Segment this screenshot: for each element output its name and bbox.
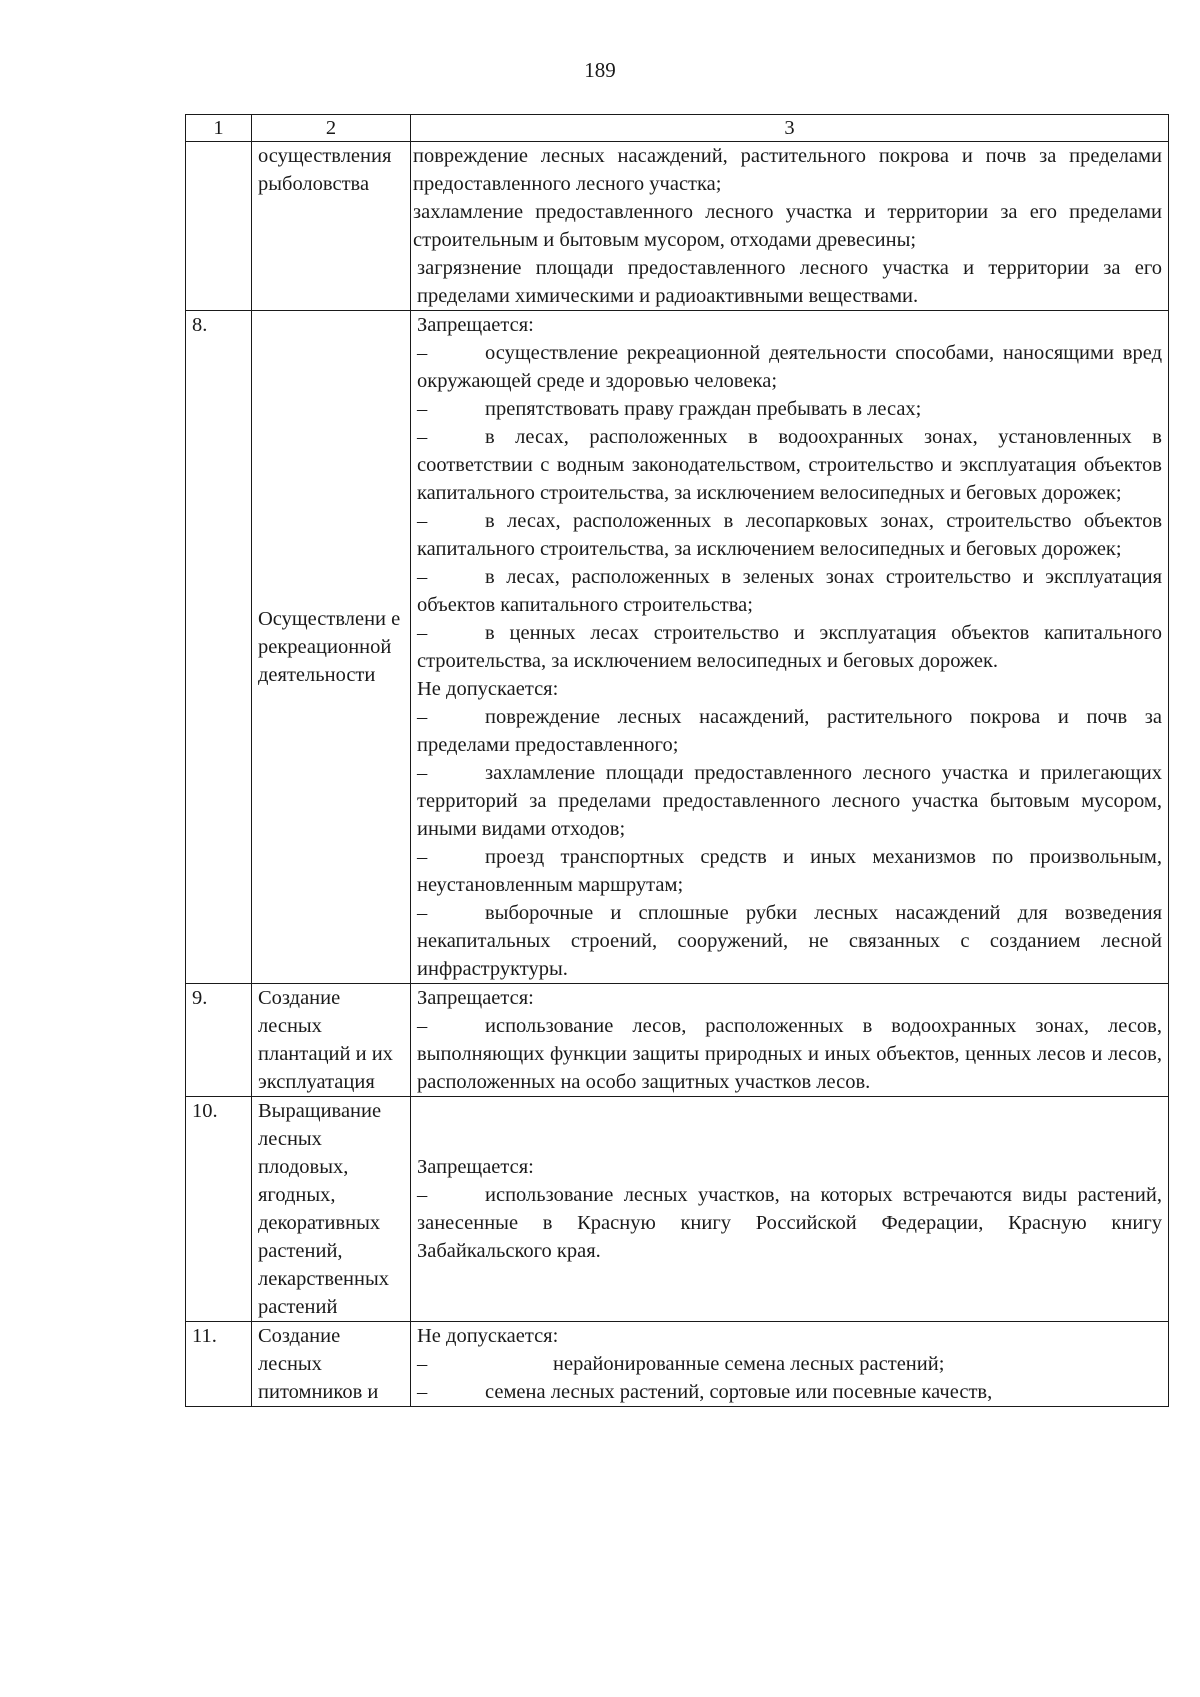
table-row bbox=[186, 1322, 1169, 1407]
row-number bbox=[186, 142, 252, 311]
restriction-text: использование лесных участков, на которых встречаются виды растений, занесенные в Красную книгу Российской Федерации, Красную книгу Забайкальского края. bbox=[417, 1184, 1162, 1262]
dash-marker: – bbox=[417, 566, 428, 588]
restrictions-cell bbox=[411, 1097, 1169, 1322]
restriction-item bbox=[417, 563, 1162, 619]
dash-marker: – bbox=[417, 846, 428, 868]
restriction-text: загрязнение площади предоставленного лесного участка и территории за его пределами химическими и радиоактивными веществами. bbox=[417, 257, 1162, 307]
restriction-item bbox=[417, 899, 1162, 983]
dash-marker: – bbox=[417, 510, 428, 532]
header-col-1: 1 bbox=[186, 115, 252, 142]
table-row bbox=[186, 984, 1169, 1097]
dash-marker: – bbox=[417, 398, 428, 420]
restrictions-cell bbox=[411, 142, 1169, 311]
restriction-text: в ценных лесах строительство и эксплуатация объектов капитального строительства, за исключением велосипедных и беговых дорожек. bbox=[417, 622, 1162, 672]
restriction-item bbox=[417, 619, 1162, 675]
restriction-item bbox=[417, 703, 1162, 759]
restriction-item bbox=[417, 843, 1162, 899]
restriction-text: захламление предоставленного лесного участка и территории за его пределами строительным и бытовым мусором, отходами древесины; bbox=[413, 201, 1162, 251]
restriction-item bbox=[417, 395, 1162, 423]
activity-name: осуществления рыболовства bbox=[252, 142, 411, 311]
section-heading: Запрещается: bbox=[417, 987, 534, 1009]
activity-name: Осуществлени е рекреационной деятельности bbox=[252, 311, 411, 984]
restriction-text: использование лесов, расположенных в водоохранных зонах, лесов, выполняющих функции защиты природных и иных объектов, ценных лесов и лесов, расположенных на особо защитных участков лесов. bbox=[417, 1015, 1162, 1093]
activity-name: Выращивание лесных плодовых, ягодных, декоративных растений, лекарственных растений bbox=[252, 1097, 411, 1322]
restriction-item bbox=[417, 759, 1162, 843]
section-heading: Не допускается: bbox=[417, 678, 559, 700]
page-number: 189 bbox=[584, 58, 616, 82]
row-number: 8. bbox=[186, 311, 252, 984]
restriction-text: осуществление рекреационной деятельности способами, наносящими вред окружающей среде и здоровью человека; bbox=[417, 342, 1162, 392]
restriction-item bbox=[417, 339, 1162, 395]
dash-marker: – bbox=[417, 1015, 428, 1037]
restriction-item bbox=[417, 1012, 1162, 1096]
restriction-text: в лесах, расположенных в зеленых зонах строительство и эксплуатация объектов капитального строительства; bbox=[417, 566, 1162, 616]
restriction-item bbox=[417, 1378, 1162, 1406]
table-row bbox=[186, 142, 1169, 311]
dash-marker: – bbox=[417, 762, 428, 784]
row-number: 10. bbox=[186, 1097, 252, 1322]
section-heading: Запрещается: bbox=[417, 1156, 534, 1178]
dash-marker: – bbox=[417, 1353, 428, 1375]
restriction-text: захламление площади предоставленного лесного участка и прилегающих территорий за пределами предоставленного лесного участка бытовым мусором, иными видами отходов; bbox=[417, 762, 1162, 840]
header-col-2: 2 bbox=[252, 115, 411, 142]
activity-name: Создание лесных плантаций и их эксплуатация bbox=[252, 984, 411, 1097]
dash-marker: – bbox=[417, 426, 428, 448]
dash-marker: – bbox=[417, 622, 428, 644]
restriction-text: выборочные и сплошные рубки лесных насаждений для возведения некапитальных строений, сооружений, не связанных с созданием лесной инфраструктуры. bbox=[417, 902, 1162, 980]
restriction-text: повреждение лесных насаждений, растительного покрова и почв за пределами предоставленного лесного участка; bbox=[413, 145, 1162, 195]
section-heading: Не допускается: bbox=[417, 1325, 559, 1347]
row-number: 9. bbox=[186, 984, 252, 1097]
dash-marker: – bbox=[417, 902, 428, 924]
dash-marker: – bbox=[417, 706, 428, 728]
dash-marker: – bbox=[417, 1184, 428, 1206]
dash-marker: – bbox=[417, 1381, 428, 1403]
restriction-text: семена лесных растений, сортовые или посевные качеств, bbox=[485, 1381, 993, 1403]
restriction-text: нерайонированные семена лесных растений; bbox=[553, 1353, 945, 1375]
restrictions-table bbox=[185, 114, 1169, 1407]
table-header-row bbox=[186, 115, 1169, 142]
restriction-text: в лесах, расположенных в водоохранных зонах, установленных в соответствии с водным законодательством, строительство и эксплуатация объектов капитального строительства, за исключением велосипедных и беговых дорожек; bbox=[417, 426, 1162, 504]
restriction-item bbox=[417, 507, 1162, 563]
restriction-item bbox=[417, 1350, 1162, 1378]
restrictions-cell bbox=[411, 984, 1169, 1097]
restrictions-cell bbox=[411, 311, 1169, 984]
table-row bbox=[186, 311, 1169, 984]
restriction-text: повреждение лесных насаждений, растительного покрова и почв за пределами предоставленного; bbox=[417, 706, 1162, 756]
row-number: 11. bbox=[186, 1322, 252, 1407]
table-row bbox=[186, 1097, 1169, 1322]
restriction-text: проезд транспортных средств и иных механизмов по произвольным, неустановленным маршрутам; bbox=[417, 846, 1162, 896]
dash-marker: – bbox=[417, 342, 428, 364]
restriction-item bbox=[417, 1181, 1162, 1265]
restrictions-cell bbox=[411, 1322, 1169, 1407]
restriction-text: препятствовать праву граждан пребывать в лесах; bbox=[485, 398, 922, 420]
restriction-text: в лесах, расположенных в лесопарковых зонах, строительство объектов капитального строительства, за исключением велосипедных и беговых дорожек; bbox=[417, 510, 1162, 560]
header-col-3: 3 bbox=[411, 115, 1169, 142]
restriction-item bbox=[417, 423, 1162, 507]
activity-name: Создание лесных питомников и bbox=[252, 1322, 411, 1407]
section-heading: Запрещается: bbox=[417, 314, 534, 336]
